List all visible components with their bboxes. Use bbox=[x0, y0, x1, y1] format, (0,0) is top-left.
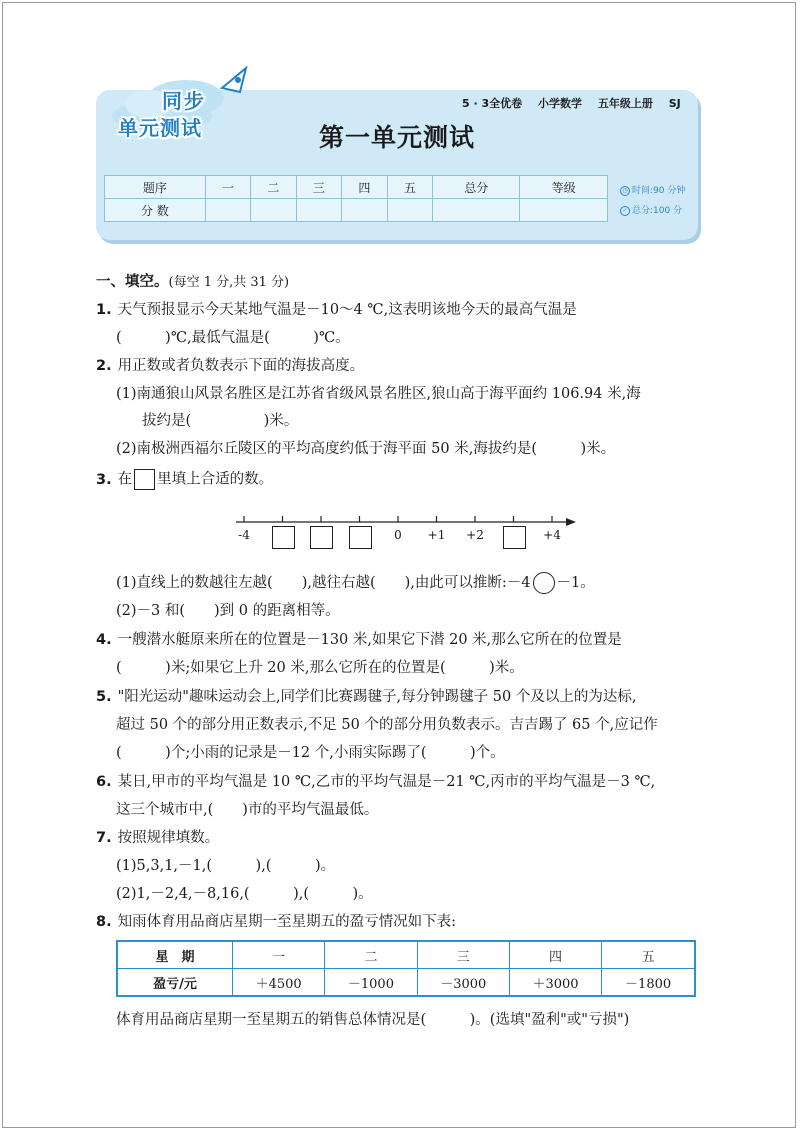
score-cell[interactable] bbox=[342, 199, 387, 222]
table-cell: ＋3000 bbox=[509, 969, 601, 997]
series-brand: 5 · 3全优卷 bbox=[462, 97, 523, 110]
question-number: 5. bbox=[96, 689, 112, 705]
question-text: 某日,甲市的平均气温是 10 ℃,乙市的平均气温是－21 ℃,丙市的平均气温是－3 ℃, bbox=[117, 774, 656, 790]
number-line-label: -4 bbox=[238, 528, 250, 542]
question-2-2 bbox=[116, 439, 615, 459]
question-text: 天气预报显示今天某地气温是－10～4 ℃,这表明该地今天的最高气温是 bbox=[117, 302, 577, 318]
question-2-1-cont bbox=[142, 411, 298, 431]
time-info bbox=[620, 183, 685, 196]
question-5-cont2 bbox=[116, 743, 505, 763]
series-edition: SJ bbox=[668, 97, 681, 110]
number-line bbox=[230, 505, 580, 555]
question-text: －1。 bbox=[556, 575, 595, 591]
profit-table-row bbox=[117, 969, 695, 997]
question-text: 体育用品商店星期一至星期五的销售总体情况是( )。(选填"盈利"或"亏损") bbox=[116, 1012, 630, 1028]
score-header-cell: 三 bbox=[296, 176, 341, 199]
score-value-row bbox=[105, 199, 608, 222]
clock-icon: ◷ bbox=[620, 186, 630, 196]
question-1-cont bbox=[116, 328, 350, 348]
answer-box[interactable] bbox=[134, 469, 155, 490]
question-2-1 bbox=[116, 384, 641, 404]
table-header-cell: 星 期 bbox=[117, 941, 233, 969]
number-line-label: +4 bbox=[543, 528, 561, 542]
question-text: 在 bbox=[117, 471, 133, 488]
question-text: ( )个;小雨的记录是－12 个,小雨实际踢了( )个。 bbox=[116, 745, 505, 761]
question-5 bbox=[96, 687, 636, 707]
question-2 bbox=[96, 356, 364, 376]
question-7-2 bbox=[116, 884, 373, 904]
question-number: 7. bbox=[96, 830, 112, 846]
question-text: (2)1,－2,4,－8,16,( ),( )。 bbox=[116, 886, 373, 902]
question-text: 拔约是( )米。 bbox=[142, 413, 299, 429]
score-header-cell: 题序 bbox=[105, 176, 206, 199]
time-label: 时间:90 分钟 bbox=[632, 186, 686, 196]
score-header-cell: 四 bbox=[342, 176, 387, 199]
question-text: 一艘潜水艇原来所在的位置是－130 米,如果它下潜 20 米,那么它所在的位置是 bbox=[117, 632, 622, 648]
table-header-cell: 三 bbox=[417, 941, 509, 969]
table-header-cell: 五 bbox=[602, 941, 695, 969]
question-text: 这三个城市中,( )市的平均气温最低。 bbox=[116, 802, 379, 818]
question-number: 1. bbox=[96, 302, 112, 318]
profit-loss-table bbox=[116, 940, 696, 997]
score-cell[interactable] bbox=[520, 199, 608, 222]
number-line-label: +2 bbox=[466, 528, 484, 542]
score-cell[interactable] bbox=[296, 199, 341, 222]
table-header-cell: 二 bbox=[325, 941, 417, 969]
table-row-label: 盈亏/元 bbox=[117, 969, 233, 997]
section-note: (每空 1 分,共 31 分) bbox=[168, 275, 290, 290]
question-7 bbox=[96, 828, 219, 848]
score-table bbox=[104, 175, 608, 222]
badge-line1: 同步 bbox=[162, 89, 206, 113]
question-text: (1)南通狼山风景名胜区是江苏省省级风景名胜区,狼山高于海平面约 106.94 米,海 bbox=[116, 386, 641, 402]
question-text: ( )米;如果它上升 20 米,那么它所在的位置是( )米。 bbox=[116, 660, 524, 676]
table-header-cell: 一 bbox=[233, 941, 325, 969]
number-line-axis bbox=[230, 505, 580, 527]
score-cell[interactable] bbox=[433, 199, 520, 222]
table-cell: －1800 bbox=[602, 969, 695, 997]
total-info bbox=[620, 203, 682, 216]
profit-table-header bbox=[117, 941, 695, 969]
score-cell[interactable] bbox=[387, 199, 432, 222]
question-text: ( )℃,最低气温是( )℃。 bbox=[116, 330, 350, 346]
series-grade: 五年级上册 bbox=[597, 97, 653, 110]
question-text: 按照规律填数。 bbox=[117, 830, 220, 846]
question-text: (2)－3 和( )到 0 的距离相等。 bbox=[116, 603, 340, 619]
question-text: (1)5,3,1,－1,( ),( )。 bbox=[116, 858, 336, 874]
question-number: 8. bbox=[96, 914, 112, 930]
score-header-cell: 总分 bbox=[433, 176, 520, 199]
question-1 bbox=[96, 300, 577, 320]
check-icon: ✓ bbox=[620, 206, 630, 216]
score-header-cell: 二 bbox=[251, 176, 296, 199]
number-line-label: +1 bbox=[427, 528, 446, 542]
series-info bbox=[462, 95, 693, 111]
table-header-cell: 四 bbox=[509, 941, 601, 969]
question-3-1 bbox=[116, 572, 595, 594]
question-3 bbox=[96, 469, 273, 490]
question-8 bbox=[96, 912, 456, 932]
question-number: 3. bbox=[96, 471, 112, 488]
question-text: 里填上合适的数。 bbox=[157, 471, 274, 488]
question-6-cont bbox=[116, 800, 378, 820]
question-text: 知雨体育用品商店星期一至星期五的盈亏情况如下表: bbox=[117, 914, 456, 930]
total-label: 总分:100 分 bbox=[632, 206, 683, 216]
series-subject: 小学数学 bbox=[538, 97, 582, 110]
question-3-2 bbox=[116, 601, 340, 621]
number-line-answer-box[interactable] bbox=[272, 526, 295, 549]
score-cell[interactable] bbox=[251, 199, 296, 222]
table-cell: －1000 bbox=[325, 969, 417, 997]
number-line-answer-box[interactable] bbox=[310, 526, 333, 549]
question-6 bbox=[96, 772, 655, 792]
question-text: 用正数或者负数表示下面的海拔高度。 bbox=[117, 358, 365, 374]
question-4-cont bbox=[116, 658, 524, 678]
question-text: (1)直线上的数越往左越( ),越往右越( ),由此可以推断:－4 bbox=[116, 575, 531, 591]
score-header-cell: 一 bbox=[205, 176, 250, 199]
question-text: "阳光运动"趣味运动会上,同学们比赛踢毽子,每分钟踢毽子 50 个及以上的为达标, bbox=[117, 689, 637, 705]
question-text: 超过 50 个的部分用正数表示,不足 50 个的部分用负数表示。吉吉踢了 65 个,应记作 bbox=[116, 717, 658, 733]
section-title: 一、填空。 bbox=[96, 274, 169, 290]
table-cell: ＋4500 bbox=[233, 969, 325, 997]
score-header-row bbox=[105, 176, 608, 199]
score-cell[interactable] bbox=[205, 199, 250, 222]
table-cell: －3000 bbox=[417, 969, 509, 997]
question-7-1 bbox=[116, 856, 335, 876]
page-title: 第一单元测试 bbox=[318, 123, 475, 152]
section-heading bbox=[96, 272, 289, 293]
question-text: (2)南极洲西福尔丘陵区的平均高度约低于海平面 50 米,海拔约是( )米。 bbox=[116, 441, 616, 457]
question-number: 6. bbox=[96, 774, 112, 790]
question-number: 4. bbox=[96, 632, 112, 648]
number-line-answer-box[interactable] bbox=[503, 526, 526, 549]
score-header-cell: 等级 bbox=[520, 176, 608, 199]
question-number: 2. bbox=[96, 358, 112, 374]
question-8-answer bbox=[116, 1010, 629, 1030]
question-5-cont bbox=[116, 715, 658, 735]
number-line-answer-box[interactable] bbox=[349, 526, 372, 549]
compare-circle[interactable] bbox=[533, 572, 555, 594]
score-row-label: 分 数 bbox=[105, 199, 206, 222]
number-line-label: 0 bbox=[394, 528, 402, 542]
score-header-cell: 五 bbox=[387, 176, 432, 199]
badge-line2: 单元测试 bbox=[118, 116, 202, 140]
question-4 bbox=[96, 630, 622, 650]
